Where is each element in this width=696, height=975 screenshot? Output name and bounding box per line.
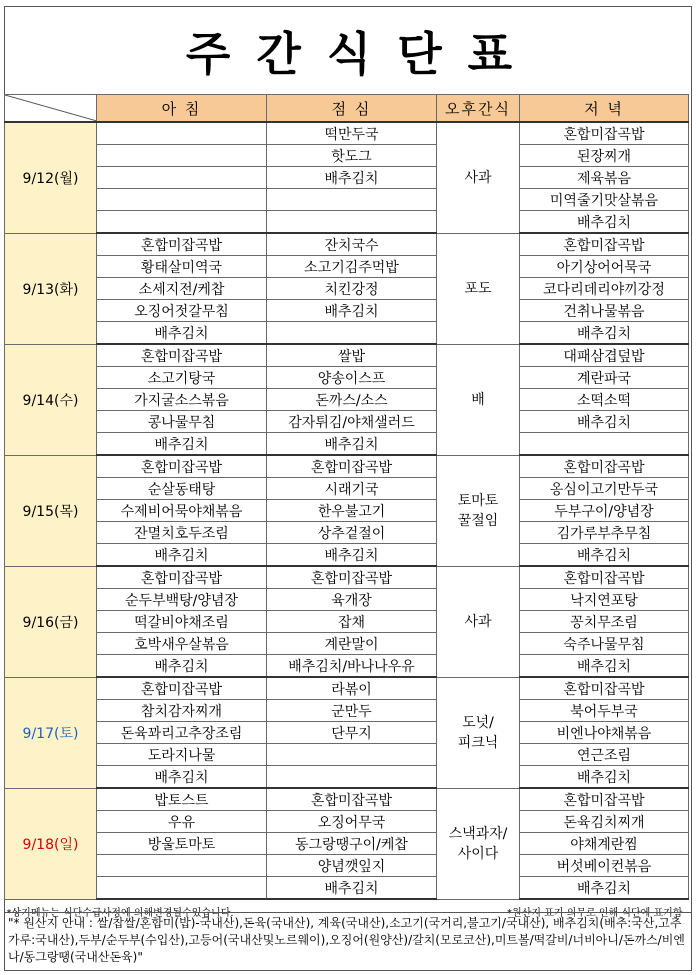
dinner-item: 배추김치 bbox=[520, 411, 689, 433]
header-dinner: 저 녁 bbox=[520, 95, 689, 123]
lunch-item: 배추김치/바나나우유 bbox=[267, 655, 437, 678]
menu-row bbox=[5, 589, 689, 611]
breakfast-item bbox=[97, 167, 267, 189]
dinner-item: 배추김치 bbox=[520, 544, 689, 567]
breakfast-item: 가지굴소스볶음 bbox=[97, 389, 267, 411]
origin-info: "* 원산지 안내 : 쌀/찹쌀/혼합미(밥)-국내산),돈육(국내산), 계육(국내산),소고기(국거리,불고기/국내산), 배추김치(배추:국산,고추가루:국내산),두부/순두부(수입산),고등어(국내산및노르웨이),오징어(원양산)/갈치(모로코산),미트볼/떡갈비/너비아니/돈까스/비엔나/동그랑땡(국내산돈육)" bbox=[4, 912, 692, 968]
dinner-item: 꽁치무조림 bbox=[520, 611, 689, 633]
dinner-item: 숙주나물무침 bbox=[520, 633, 689, 655]
menu-row bbox=[5, 367, 689, 389]
menu-row bbox=[5, 566, 689, 589]
lunch-item: 한우불고기 bbox=[267, 500, 437, 522]
day-date: 9/17(토) bbox=[5, 677, 97, 788]
lunch-item: 동그랑땡구이/케찹 bbox=[267, 833, 437, 855]
lunch-item: 치킨강정 bbox=[267, 278, 437, 300]
breakfast-item: 도라지나물 bbox=[97, 744, 267, 766]
breakfast-item bbox=[97, 189, 267, 211]
menu-row bbox=[5, 145, 689, 167]
breakfast-item bbox=[97, 877, 267, 900]
menu-row bbox=[5, 478, 689, 500]
menu-row bbox=[5, 788, 689, 811]
lunch-item bbox=[267, 766, 437, 789]
lunch-item: 오징어무국 bbox=[267, 811, 437, 833]
dinner-item: 혼합미잡곡밥 bbox=[520, 677, 689, 700]
dinner-item: 미역줄기맛살볶음 bbox=[520, 189, 689, 211]
breakfast-item: 호박새우살볶음 bbox=[97, 633, 267, 655]
breakfast-item bbox=[97, 145, 267, 167]
day-date: 9/18(일) bbox=[5, 788, 97, 899]
header-lunch: 점 심 bbox=[267, 95, 437, 123]
breakfast-item: 오징어젓갈무침 bbox=[97, 300, 267, 322]
dinner-item: 배추김치 bbox=[520, 322, 689, 345]
menu-row bbox=[5, 722, 689, 744]
breakfast-item: 소세지전/케찹 bbox=[97, 278, 267, 300]
breakfast-item: 배추김치 bbox=[97, 544, 267, 567]
dinner-item: 배추김치 bbox=[520, 766, 689, 789]
lunch-item bbox=[267, 322, 437, 345]
lunch-item: 잔치국수 bbox=[267, 233, 437, 256]
breakfast-item: 소고기탕국 bbox=[97, 367, 267, 389]
lunch-item: 배추김치 bbox=[267, 877, 437, 900]
menu-row bbox=[5, 855, 689, 877]
breakfast-item: 혼합미잡곡밥 bbox=[97, 566, 267, 589]
dinner-item: 제육볶음 bbox=[520, 167, 689, 189]
dinner-item: 된장찌개 bbox=[520, 145, 689, 167]
dinner-item: 비엔나야채볶음 bbox=[520, 722, 689, 744]
breakfast-item: 배추김치 bbox=[97, 433, 267, 456]
breakfast-item bbox=[97, 855, 267, 877]
snack-item: 포도 bbox=[437, 233, 520, 344]
snack-item: 사과 bbox=[437, 122, 520, 233]
dinner-item: 혼합미잡곡밥 bbox=[520, 122, 689, 145]
header-breakfast: 아 침 bbox=[97, 95, 267, 123]
menu-row bbox=[5, 633, 689, 655]
lunch-item: 떡만두국 bbox=[267, 122, 437, 145]
menu-row bbox=[5, 455, 689, 478]
menu-row bbox=[5, 677, 689, 700]
breakfast-item: 잔멸치호두조림 bbox=[97, 522, 267, 544]
breakfast-item: 수제비어묵야채볶음 bbox=[97, 500, 267, 522]
day-date: 9/14(수) bbox=[5, 344, 97, 455]
snack-item: 사과 bbox=[437, 566, 520, 677]
menu-row bbox=[5, 544, 689, 567]
lunch-item bbox=[267, 189, 437, 211]
lunch-item: 감자튀김/야채샐러드 bbox=[267, 411, 437, 433]
lunch-item: 계란말이 bbox=[267, 633, 437, 655]
dinner-item bbox=[520, 433, 689, 456]
breakfast-item: 순살동태탕 bbox=[97, 478, 267, 500]
lunch-item: 상추겉절이 bbox=[267, 522, 437, 544]
breakfast-item: 혼합미잡곡밥 bbox=[97, 455, 267, 478]
breakfast-item: 방울토마토 bbox=[97, 833, 267, 855]
lunch-item bbox=[267, 744, 437, 766]
lunch-item: 군만두 bbox=[267, 700, 437, 722]
breakfast-item: 밥토스트 bbox=[97, 788, 267, 811]
dinner-item: 북어두부국 bbox=[520, 700, 689, 722]
breakfast-item: 콩나물무침 bbox=[97, 411, 267, 433]
header-snack: 오후간식 bbox=[437, 95, 520, 123]
page-title: 주간식단표 bbox=[185, 27, 539, 81]
menu-row bbox=[5, 700, 689, 722]
change-note: *상기메뉴는 식단수급사정에 의해변경될수있습니다. bbox=[6, 907, 234, 919]
breakfast-item: 돈육꽈리고추장조림 bbox=[97, 722, 267, 744]
menu-row bbox=[5, 211, 689, 234]
menu-row bbox=[5, 278, 689, 300]
menu-row bbox=[5, 433, 689, 456]
lunch-item: 단무지 bbox=[267, 722, 437, 744]
menu-row bbox=[5, 322, 689, 345]
dinner-item: 혼합미잡곡밥 bbox=[520, 455, 689, 478]
breakfast-item: 참치감자찌개 bbox=[97, 700, 267, 722]
dinner-item: 두부구이/양념장 bbox=[520, 500, 689, 522]
dinner-item: 계란파국 bbox=[520, 367, 689, 389]
snack-item: 배 bbox=[437, 344, 520, 455]
breakfast-item bbox=[97, 211, 267, 234]
header-row bbox=[5, 95, 689, 123]
lunch-item: 배추김치 bbox=[267, 167, 437, 189]
day-date: 9/13(화) bbox=[5, 233, 97, 344]
dinner-item: 아기상어어묵국 bbox=[520, 256, 689, 278]
dinner-item: 연근조림 bbox=[520, 744, 689, 766]
lunch-item: 육개장 bbox=[267, 589, 437, 611]
breakfast-item: 떡갈비야채조림 bbox=[97, 611, 267, 633]
lunch-item: 배추김치 bbox=[267, 544, 437, 567]
menu-row bbox=[5, 411, 689, 433]
menu-row bbox=[5, 389, 689, 411]
menu-body bbox=[5, 122, 689, 899]
corner-cell bbox=[5, 95, 97, 123]
lunch-item: 시래기국 bbox=[267, 478, 437, 500]
lunch-item: 양념깻잎지 bbox=[267, 855, 437, 877]
menu-row bbox=[5, 877, 689, 900]
snack-item: 도넛/ 피크닉 bbox=[437, 677, 520, 788]
dinner-item: 낙지연포탕 bbox=[520, 589, 689, 611]
lunch-item: 라볶이 bbox=[267, 677, 437, 700]
weekly-menu-table bbox=[4, 94, 689, 922]
menu-row bbox=[5, 833, 689, 855]
breakfast-item: 우유 bbox=[97, 811, 267, 833]
dinner-item: 김가루부추무침 bbox=[520, 522, 689, 544]
lunch-item: 핫도그 bbox=[267, 145, 437, 167]
day-date: 9/12(월) bbox=[5, 122, 97, 233]
dinner-item: 돈육김치찌개 bbox=[520, 811, 689, 833]
lunch-item: 돈까스/소스 bbox=[267, 389, 437, 411]
menu-row bbox=[5, 766, 689, 789]
breakfast-item: 순두부백탕/양념장 bbox=[97, 589, 267, 611]
snack-item: 토마토 꿀절임 bbox=[437, 455, 520, 566]
dinner-item: 버섯베이컨볶음 bbox=[520, 855, 689, 877]
breakfast-item: 배추김치 bbox=[97, 766, 267, 789]
menu-row bbox=[5, 256, 689, 278]
breakfast-item bbox=[97, 122, 267, 145]
origin-label-note: *원산지 표기 의무로 인해 식단에 표기함 bbox=[507, 907, 683, 919]
dinner-item: 혼합미잡곡밥 bbox=[520, 788, 689, 811]
dinner-item: 배추김치 bbox=[520, 211, 689, 234]
menu-row bbox=[5, 122, 689, 145]
menu-row bbox=[5, 811, 689, 833]
menu-row bbox=[5, 344, 689, 367]
menu-row bbox=[5, 500, 689, 522]
menu-row bbox=[5, 655, 689, 678]
diagonal-line-icon bbox=[5, 95, 97, 121]
menu-row bbox=[5, 233, 689, 256]
menu-row bbox=[5, 744, 689, 766]
dinner-item: 혼합미잡곡밥 bbox=[520, 233, 689, 256]
menu-row bbox=[5, 611, 689, 633]
dinner-item: 건취나물볶음 bbox=[520, 300, 689, 322]
breakfast-item: 혼합미잡곡밥 bbox=[97, 344, 267, 367]
snack-item: 스낵과자/ 사이다 bbox=[437, 788, 520, 899]
dinner-item: 소떡소떡 bbox=[520, 389, 689, 411]
menu-row bbox=[5, 522, 689, 544]
day-date: 9/15(목) bbox=[5, 455, 97, 566]
lunch-item bbox=[267, 211, 437, 234]
breakfast-item: 혼합미잡곡밥 bbox=[97, 677, 267, 700]
breakfast-item: 배추김치 bbox=[97, 655, 267, 678]
lunch-item: 양송이스프 bbox=[267, 367, 437, 389]
lunch-item: 배추김치 bbox=[267, 433, 437, 456]
dinner-item: 배추김치 bbox=[520, 655, 689, 678]
menu-row bbox=[5, 300, 689, 322]
lunch-item: 혼합미잡곡밥 bbox=[267, 788, 437, 811]
breakfast-item: 배추김치 bbox=[97, 322, 267, 345]
lunch-item: 혼합미잡곡밥 bbox=[267, 566, 437, 589]
menu-row bbox=[5, 167, 689, 189]
breakfast-item: 황태살미역국 bbox=[97, 256, 267, 278]
lunch-item: 혼합미잡곡밥 bbox=[267, 455, 437, 478]
lunch-item: 소고기김주먹밥 bbox=[267, 256, 437, 278]
lunch-item: 배추김치 bbox=[267, 300, 437, 322]
lunch-item: 쌀밥 bbox=[267, 344, 437, 367]
menu-row bbox=[5, 189, 689, 211]
day-date: 9/16(금) bbox=[5, 566, 97, 677]
dinner-item: 코다리데리야끼강정 bbox=[520, 278, 689, 300]
dinner-item: 옹심이고기만두국 bbox=[520, 478, 689, 500]
dinner-item: 혼합미잡곡밥 bbox=[520, 566, 689, 589]
lunch-item: 잡채 bbox=[267, 611, 437, 633]
dinner-item: 배추김치 bbox=[520, 877, 689, 900]
dinner-item: 대패삼겹덮밥 bbox=[520, 344, 689, 367]
dinner-item: 야채계란찜 bbox=[520, 833, 689, 855]
breakfast-item: 혼합미잡곡밥 bbox=[97, 233, 267, 256]
